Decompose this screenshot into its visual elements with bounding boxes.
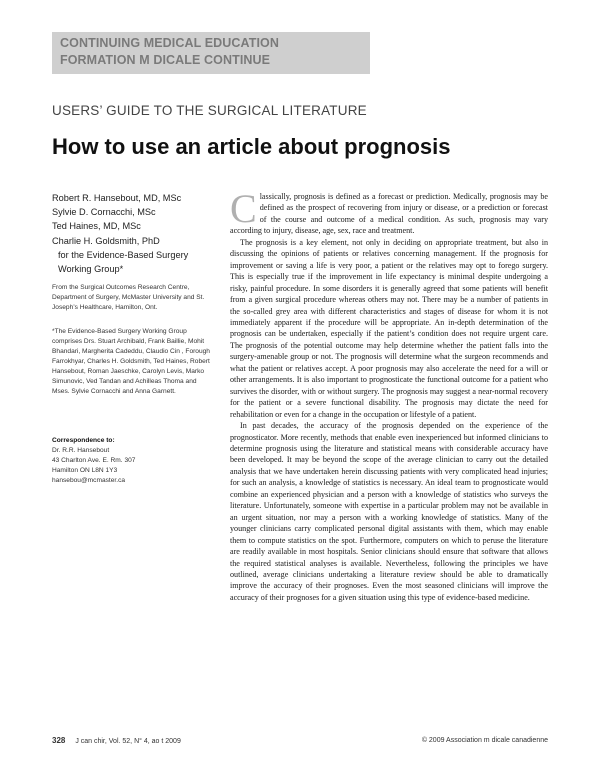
paragraph-1: [230, 186, 548, 237]
correspondence-line-3: Hamilton ON L8N 1Y3: [52, 467, 118, 474]
banner-line-2: FORMATION M DICALE CONTINUE: [60, 53, 271, 67]
copyright-notice: © 2009 Association m dicale canadienne: [421, 737, 548, 744]
affiliation-note: [52, 283, 212, 313]
article-title: How to use an article about prognosis: [52, 134, 451, 159]
page-footer: [52, 736, 548, 748]
paragraph-3: In past decades, the accuracy of the prognosis depended on the experience of the prognosticator. More recently, methods that enable even inexperienced but informed clinicians to determine prognosis using the literature and statistical means with considerable accuracy have been developed. It may be beyond the scope of the average clinician to carry out the detailed analysis that we have undertaken herein discussing patients with very complicated head injuries; for such an analysis, a knowledge of statistics is necessary. An ideal team to prognosticate would combine an experienced physician and a person with a knowledge of statistics who surveys the literature. Unfortunately, someone with expertise in a particular problem may not be available in an urgent situation, nor may a person with a working knowledge of statistics. Many of the younger clinicians carry complicated personal digital assistants with them, which may enable them to compute statistics on the spot. Furthermore, computers on which to peruse the literature are readily available in most hospitals. Senior clinicians should ensure that software that allows the required statistical analyses is available. Nevertheless, following the principles we have outlined, average clinicians undertaking a literature review should be able to dramatically improve the accuracy of their prognoses. Even the most seasoned clinicians will improve the accuracy of their prognoses for a given situation using this type of evidence-based medicine.: [230, 421, 548, 602]
page-number: 328: [52, 736, 66, 745]
author-3: Ted Haines, MD, MSc: [52, 221, 141, 232]
affiliation-text: From the Surgical Outcomes Research Centre, Department of Surgery, McMaster University and St. Joseph’s Healthcare, Hamilton, Ont.: [52, 284, 205, 311]
author-group-1: for the Evidence-Based Surgery: [58, 249, 189, 260]
working-group-note: [52, 327, 212, 397]
journal-citation: J can chir, Vol. 52, N° 4, ao t 2009: [75, 738, 181, 745]
correspondence-email: hansebou@mcmaster.ca: [52, 477, 126, 484]
drop-cap: C: [230, 186, 257, 231]
author-2: Sylvie D. Cornacchi, MSc: [52, 207, 156, 218]
paragraph-1-text: lassically, prognosis is defined as a forecast or prediction. Medically, prognosis may be defined as the prospect of recovering from injury or disease, or a prediction or forecast of the course and outcome of a medical condition. As such, prognosis may vary according to injury, disease, age, sex, race and treatment.: [230, 192, 548, 236]
article-body: [230, 186, 548, 603]
footer-left: [52, 736, 181, 745]
author-group-2: Working Group*: [58, 264, 124, 275]
author-1: Robert R. Hansebout, MD, MSc: [52, 193, 182, 203]
correspondence-line-1: Dr. R.R. Hansebout: [52, 447, 110, 454]
paragraph-2: The prognosis is a key element, not only in deciding on appropriate treatment, but also in discussing the opinions of patients or relatives concerning management. If the prognosis for improvement or saving a life is very poor, a patient or the relatives may opt to forego surgery. This is especially true if the improvement in life expectancy is minimal despite undergoing a risky, painful procedure. In some disorders it is generally agreed that some patients will benefit from a given surgical procedure whereas others may not. There may be a number of patients in the so-called grey area with different characteristics and stages of disease for whom it is not immediately apparent if the procedure will be appropriate. An in-depth determination of the prognosis can be undertaken, especially if the patient’s condition does not require urgent care. The prognosis of the potential outcome may help determine whether the patient falls into the surgery-amenable group or not. The prognosis will determine what the surgeon recommends and what the patient or relatives accept. A poor prognosis may also accelerate the need for a will or other arrangements. It is also important to prognosticate the functional outcome for a patient who survives the disorder, with or without surgery. The prognosis may suggest a near-normal recovery for the patient or a severe functional disability. The prognosis may dictate the need for rehabilitation or even for a change in the occupation or lifestyle of a patient.: [230, 237, 548, 419]
author-4: Charlie H. Goldsmith, PhD: [52, 235, 160, 246]
correspondence-heading: Correspondence to:: [52, 437, 115, 444]
banner-line-1: CONTINUING MEDICAL EDUCATION: [60, 36, 279, 50]
section-label: USERS’ GUIDE TO THE SURGICAL LITERATURE: [52, 103, 367, 118]
working-group-text: *The Evidence-Based Surgery Working Group comprises Drs. Stuart Archibald, Frank Baillie, Mohit Bhandari, Margherita Cadeddu, Claudio Cin , Forough Farrokhyar, Charles H. Goldsmith, Ted Haines, Robert Hansebout, Roman Jaeschke, Carolyn Levis, Marko Simunovic, Ved Tandan and Achilleas Thoma and Mses. Sylvie Cornacchi and Anna Garnett.: [52, 328, 210, 395]
cme-banner: [52, 32, 370, 74]
correspondence-line-2: 43 Charlton Ave. E. Rm. 307: [52, 457, 136, 464]
correspondence-block: [52, 436, 212, 486]
author-list: [52, 191, 217, 276]
